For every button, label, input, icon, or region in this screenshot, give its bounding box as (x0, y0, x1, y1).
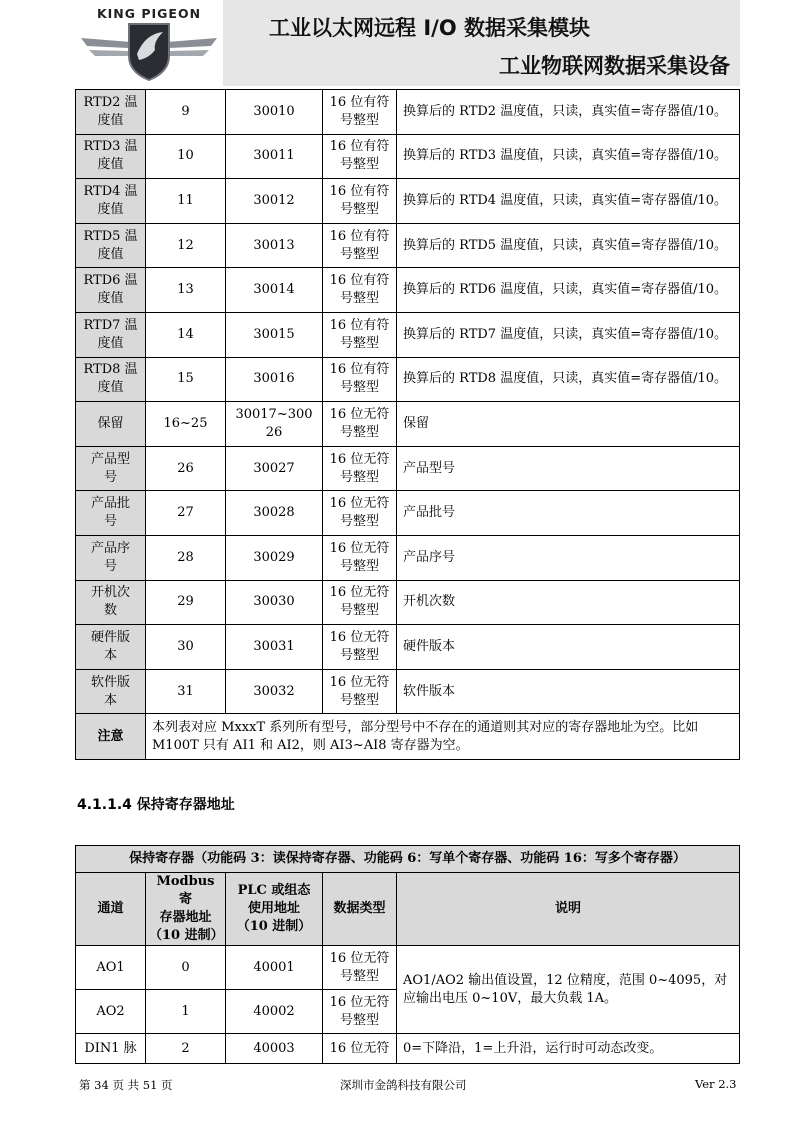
description-cell: 换算后的 RTD5 温度值，只读，真实值=寄存器值/10。 (397, 223, 740, 268)
header-description: 说明 (397, 873, 740, 946)
channel-cell: RTD7 温 度值 (76, 312, 146, 357)
channel-cell: 软件版 本 (76, 669, 146, 714)
table-row (76, 312, 740, 357)
channel-cell: DIN1 脉 (76, 1034, 146, 1064)
modbus-address-cell: 11 (146, 179, 226, 224)
modbus-address-cell: 14 (146, 312, 226, 357)
holding-caption: 保持寄存器（功能码 3：读保持寄存器、功能码 6：写单个寄存器、功能码 16：写多个寄存器） (76, 846, 740, 873)
table-row (76, 402, 740, 447)
channel-cell: 硬件版 本 (76, 625, 146, 670)
modbus-address-cell: 26 (146, 446, 226, 491)
plc-address-cell: 40001 (226, 946, 323, 990)
description-cell: 产品序号 (397, 535, 740, 580)
table-row (76, 268, 740, 313)
ao-description-cell: AO1/AO2 输出值设置，12 位精度，范围 0~4095，对 应输出电压 0~10V，最大负载 1A。 (397, 946, 740, 1034)
plc-address-cell: 30011 (226, 134, 323, 179)
data-type-cell: 16 位有符 号整型 (323, 268, 397, 313)
modbus-address-cell: 1 (146, 990, 226, 1034)
channel-cell: 保留 (76, 402, 146, 447)
data-type-cell: 16 位无符 号整型 (323, 535, 397, 580)
description-cell: 产品批号 (397, 491, 740, 536)
input-register-table (75, 89, 740, 760)
modbus-address-cell: 28 (146, 535, 226, 580)
plc-address-cell: 40002 (226, 990, 323, 1034)
channel-cell: RTD3 温 度值 (76, 134, 146, 179)
plc-address-cell: 30014 (226, 268, 323, 313)
channel-cell: RTD5 温 度值 (76, 223, 146, 268)
pigeon-shield-icon (79, 20, 219, 82)
table-row (76, 223, 740, 268)
modbus-address-cell: 10 (146, 134, 226, 179)
data-type-cell: 16 位有符 号整型 (323, 179, 397, 224)
channel-cell: 开机次 数 (76, 580, 146, 625)
holding-header-row (76, 873, 740, 946)
plc-address-cell: 30016 (226, 357, 323, 402)
note-text: 本列表对应 MxxxT 系列所有型号，部分型号中不存在的通道则其对应的寄存器地址为空。比如 M100T 只有 AI1 和 AI2，则 AI3~AI8 寄存器为空。 (146, 714, 740, 760)
data-type-cell: 16 位无符 号整型 (323, 580, 397, 625)
channel-cell: 产品批 号 (76, 491, 146, 536)
logo (75, 0, 223, 86)
data-type-cell: 16 位无符 号整型 (323, 446, 397, 491)
plc-address-cell: 30027 (226, 446, 323, 491)
table-row (76, 179, 740, 224)
description-cell: 开机次数 (397, 580, 740, 625)
data-type-cell: 16 位有符 号整型 (323, 312, 397, 357)
modbus-address-cell: 16~25 (146, 402, 226, 447)
channel-cell: RTD2 温 度值 (76, 90, 146, 135)
company-name: 深圳市金鸽科技有限公司 (340, 1078, 467, 1092)
header-channel: 通道 (76, 873, 146, 946)
table-row (76, 357, 740, 402)
description-cell: 0=下降沿，1=上升沿，运行时可动态改变。 (397, 1034, 740, 1064)
modbus-address-cell: 31 (146, 669, 226, 714)
table-row (76, 134, 740, 179)
table-row (76, 580, 740, 625)
channel-cell: RTD4 温 度值 (76, 179, 146, 224)
plc-address-cell: 30032 (226, 669, 323, 714)
table-row (76, 90, 740, 135)
plc-address-cell: 30010 (226, 90, 323, 135)
modbus-address-cell: 27 (146, 491, 226, 536)
plc-address-cell: 40003 (226, 1034, 323, 1064)
table-row (76, 946, 740, 990)
header-modbus-address: Modbus 寄 存器地址 （10 进制） (146, 873, 226, 946)
note-row (76, 714, 740, 760)
plc-address-cell: 30028 (226, 491, 323, 536)
section-heading: 4.1.1.4 保持寄存器地址 (77, 797, 235, 813)
description-cell: 保留 (397, 402, 740, 447)
channel-cell: RTD6 温 度值 (76, 268, 146, 313)
table-row (76, 625, 740, 670)
table-row (76, 669, 740, 714)
note-label: 注意 (76, 714, 146, 760)
description-cell: 换算后的 RTD7 温度值，只读，真实值=寄存器值/10。 (397, 312, 740, 357)
channel-cell: RTD8 温 度值 (76, 357, 146, 402)
title-band (223, 0, 740, 86)
holding-register-table (75, 845, 740, 1064)
data-type-cell: 16 位无符 号整型 (323, 625, 397, 670)
modbus-address-cell: 30 (146, 625, 226, 670)
data-type-cell: 16 位无符 号整型 (323, 491, 397, 536)
data-type-cell: 16 位无符 号整型 (323, 946, 397, 990)
table-row (76, 491, 740, 536)
table-row (76, 1034, 740, 1064)
description-cell: 换算后的 RTD3 温度值，只读，真实值=寄存器值/10。 (397, 134, 740, 179)
page-header (75, 0, 740, 88)
channel-cell: 产品型 号 (76, 446, 146, 491)
modbus-address-cell: 15 (146, 357, 226, 402)
plc-address-cell: 30030 (226, 580, 323, 625)
plc-address-cell: 30013 (226, 223, 323, 268)
data-type-cell: 16 位有符 号整型 (323, 357, 397, 402)
plc-address-cell: 30029 (226, 535, 323, 580)
plc-address-cell: 30015 (226, 312, 323, 357)
channel-cell: 产品序 号 (76, 535, 146, 580)
plc-address-cell: 30017~300 26 (226, 402, 323, 447)
table-row (76, 535, 740, 580)
plc-address-cell: 30012 (226, 179, 323, 224)
modbus-address-cell: 9 (146, 90, 226, 135)
modbus-address-cell: 29 (146, 580, 226, 625)
modbus-address-cell: 2 (146, 1034, 226, 1064)
data-type-cell: 16 位有符 号整型 (323, 90, 397, 135)
header-data-type: 数据类型 (323, 873, 397, 946)
doc-title-sub: 工业物联网数据采集设备 (499, 54, 730, 78)
data-type-cell: 16 位无符 号整型 (323, 402, 397, 447)
data-type-cell: 16 位有符 号整型 (323, 223, 397, 268)
modbus-address-cell: 13 (146, 268, 226, 313)
data-type-cell: 16 位无符 号整型 (323, 669, 397, 714)
description-cell: 硬件版本 (397, 625, 740, 670)
logo-text: KING PIGEON (96, 6, 202, 21)
doc-title-main: 工业以太网远程 I/O 数据采集模块 (269, 16, 590, 40)
plc-address-cell: 30031 (226, 625, 323, 670)
description-cell: 产品型号 (397, 446, 740, 491)
data-type-cell: 16 位无符 号整型 (323, 990, 397, 1034)
page-number: 第 34 页 共 51 页 (79, 1078, 173, 1092)
description-cell: 软件版本 (397, 669, 740, 714)
data-type-cell: 16 位有符 号整型 (323, 134, 397, 179)
description-cell: 换算后的 RTD8 温度值，只读，真实值=寄存器值/10。 (397, 357, 740, 402)
table-row (76, 446, 740, 491)
version: Ver 2.3 (695, 1077, 737, 1091)
description-cell: 换算后的 RTD4 温度值，只读，真实值=寄存器值/10。 (397, 179, 740, 224)
data-type-cell: 16 位无符 (323, 1034, 397, 1064)
description-cell: 换算后的 RTD6 温度值，只读，真实值=寄存器值/10。 (397, 268, 740, 313)
channel-cell: AO1 (76, 946, 146, 990)
description-cell: 换算后的 RTD2 温度值，只读，真实值=寄存器值/10。 (397, 90, 740, 135)
modbus-address-cell: 12 (146, 223, 226, 268)
channel-cell: AO2 (76, 990, 146, 1034)
header-plc-address: PLC 或组态 使用地址 （10 进制） (226, 873, 323, 946)
modbus-address-cell: 0 (146, 946, 226, 990)
